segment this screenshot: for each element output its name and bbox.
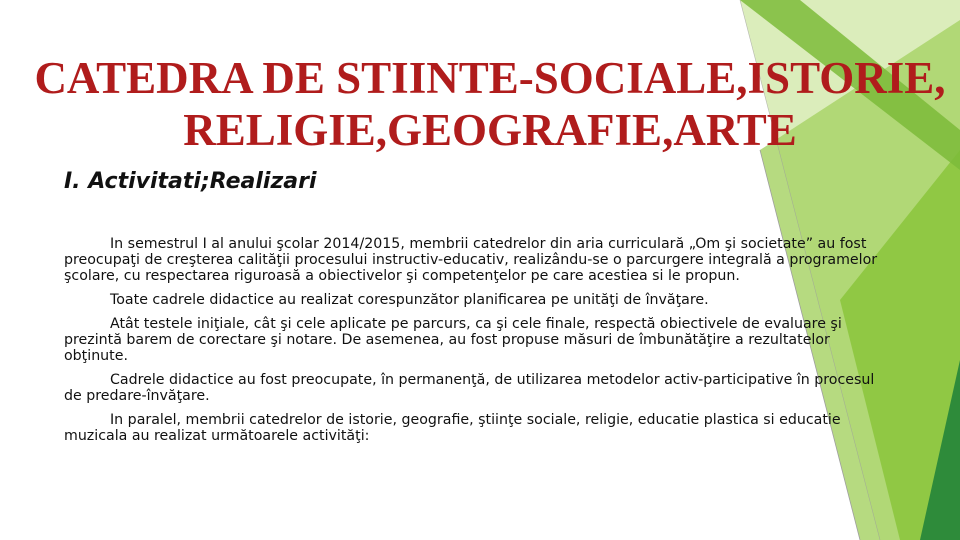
paragraph-5: In paralel, membrii catedrelor de istorie, geografie, ştiinţe sociale, religie, educatie plastica si educatie muzicala au realizat următoarele activităţi: (64, 412, 841, 444)
slide-title: CATEDRA DE STIINTE-SOCIALE,ISTORIE, RELIGIE,GEOGRAFIE,ARTE (34, 53, 946, 155)
paragraph-3: Atât testele iniţiale, cât şi cele aplicate pe parcurs, ca şi cele finale, respectă obiectivele de evaluare şi prezintă barem de corectare şi notare. De asemenea, au fost propuse măsuri de îmbunătăţire a rezultatelor obţinute. (64, 316, 842, 364)
body-text (64, 236, 894, 452)
paragraph-4: Cadrele didactice au fost preocupate, în permanenţă, de utilizarea metodelor activ-participative în procesul de predare-învăţare. (64, 372, 875, 404)
paragraph-2: Toate cadrele didactice au realizat corespunzător planificarea pe unităţi de învăţare. (110, 292, 709, 308)
paragraph-1: In semestrul I al anului şcolar 2014/2015, membrii catedrelor din aria curriculară „Om şi societate” au fost preocupaţi de creşterea calităţii procesului instructiv-educativ, realizându-se o parcurgere integrală a programelor şcolare, cu respectarea riguroasă a obiectivelor şi competenţelor pe care acestiea si le propun. (64, 236, 878, 284)
section-subtitle: I. Activitati;Realizari (64, 169, 317, 194)
